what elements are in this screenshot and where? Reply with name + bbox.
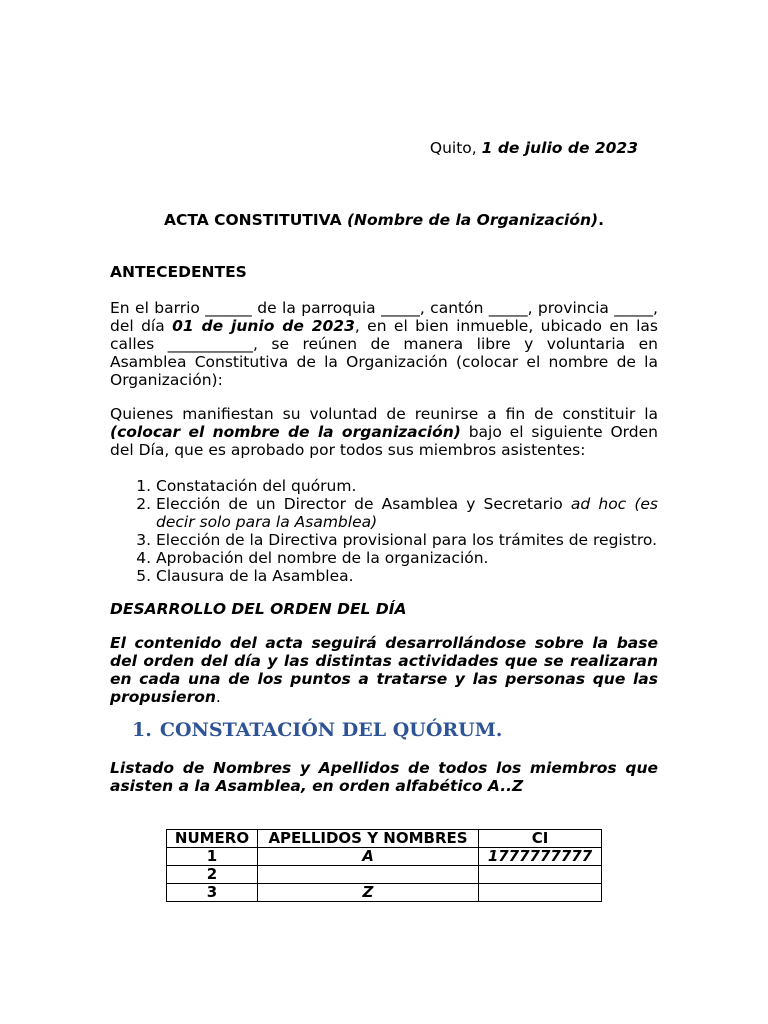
section-1-heading [132, 719, 502, 741]
antecedentes-heading: ANTECEDENTES [110, 263, 247, 281]
date-value: 1 de julio de 2023 [481, 139, 638, 157]
table-header-row [167, 830, 602, 848]
column-header-apellidos-nombres: APELLIDOS Y NOMBRES [258, 830, 479, 848]
antecedentes-p2-text-a: Quienes manifiestan su voluntad de reunirse a fin de constituir la [110, 405, 658, 423]
table-cell-numero: 2 [167, 866, 258, 884]
antecedentes-p1-text-b: , en el bien inmueble, ubicado en las calles ___________, se reúnen de manera libre y voluntaria en Asamblea Constitutiva de la Organización (colocar el nombre de la Organización): [110, 317, 659, 389]
table-cell-ci [479, 884, 602, 902]
agenda-item-4: 4. Aprobación del nombre de la organización. [156, 549, 658, 567]
column-header-numero: NUMERO [167, 830, 258, 848]
date-city: Quito, [429, 139, 482, 157]
antecedentes-p1-date: 01 de junio de 2023 [172, 317, 355, 335]
table-cell-nombre: Z [258, 884, 479, 902]
agenda-item-2-italic: ad hoc (es decir solo para la Asamblea) [156, 495, 658, 531]
agenda-item-3: 3. Elección de la Directiva provisional para los trámites de registro. [156, 531, 658, 549]
document-date [430, 139, 638, 157]
antecedentes-paragraph-2 [110, 405, 658, 459]
section-1-number: 1. [132, 719, 152, 741]
desarrollo-period: . [215, 688, 221, 706]
table-cell-numero: 3 [167, 884, 258, 902]
table-cell-ci: 1777777777 [479, 848, 602, 866]
title-plain: ACTA CONSTITUTIVA [163, 211, 347, 229]
agenda-item-2-text: Elección de un Director de Asamblea y Secretario [156, 495, 571, 513]
antecedentes-p1-text-a: En el barrio ______ de la parroquia _____, cantón _____, provincia _____, del día [110, 299, 658, 335]
antecedentes-p2-text-b: bajo el siguiente Orden del Día, que es aprobado por todos sus miembros asistentes: [110, 423, 658, 459]
members-table [166, 829, 602, 902]
title-period: . [598, 211, 605, 229]
column-header-ci: CI [479, 830, 602, 848]
section-1-title: CONSTATACIÓN DEL QUÓRUM. [159, 719, 503, 741]
agenda-list [110, 477, 658, 585]
table-row [167, 866, 602, 884]
section-1-instruction: Listado de Nombres y Apellidos de todos los miembros que asisten a la Asamblea, en orden alfabético A..Z [110, 759, 658, 795]
table-cell-ci [479, 866, 602, 884]
table-row [167, 848, 602, 866]
agenda-item-5: 5. Clausura de la Asamblea. [156, 567, 658, 585]
desarrollo-text: El contenido del acta seguirá desarrollándose sobre la base del orden del día y las distintas actividades que se realizaran en cada una de los puntos a tratarse y las personas que las propusieron [110, 634, 658, 706]
table-cell-nombre: A [258, 848, 479, 866]
document-title [0, 211, 768, 229]
antecedentes-p2-organization: (colocar el nombre de la organización) [110, 423, 461, 441]
antecedentes-paragraph-1 [110, 299, 658, 389]
table-cell-numero: 1 [167, 848, 258, 866]
agenda-item-1: 1. Constatación del quórum. [156, 477, 658, 495]
desarrollo-paragraph [110, 634, 658, 706]
table-cell-nombre [258, 866, 479, 884]
title-organization-placeholder: (Nombre de la Organización) [346, 211, 599, 229]
desarrollo-heading: DESARROLLO DEL ORDEN DEL DÍA [110, 600, 407, 618]
table-row [167, 884, 602, 902]
agenda-item-2 [156, 495, 658, 531]
